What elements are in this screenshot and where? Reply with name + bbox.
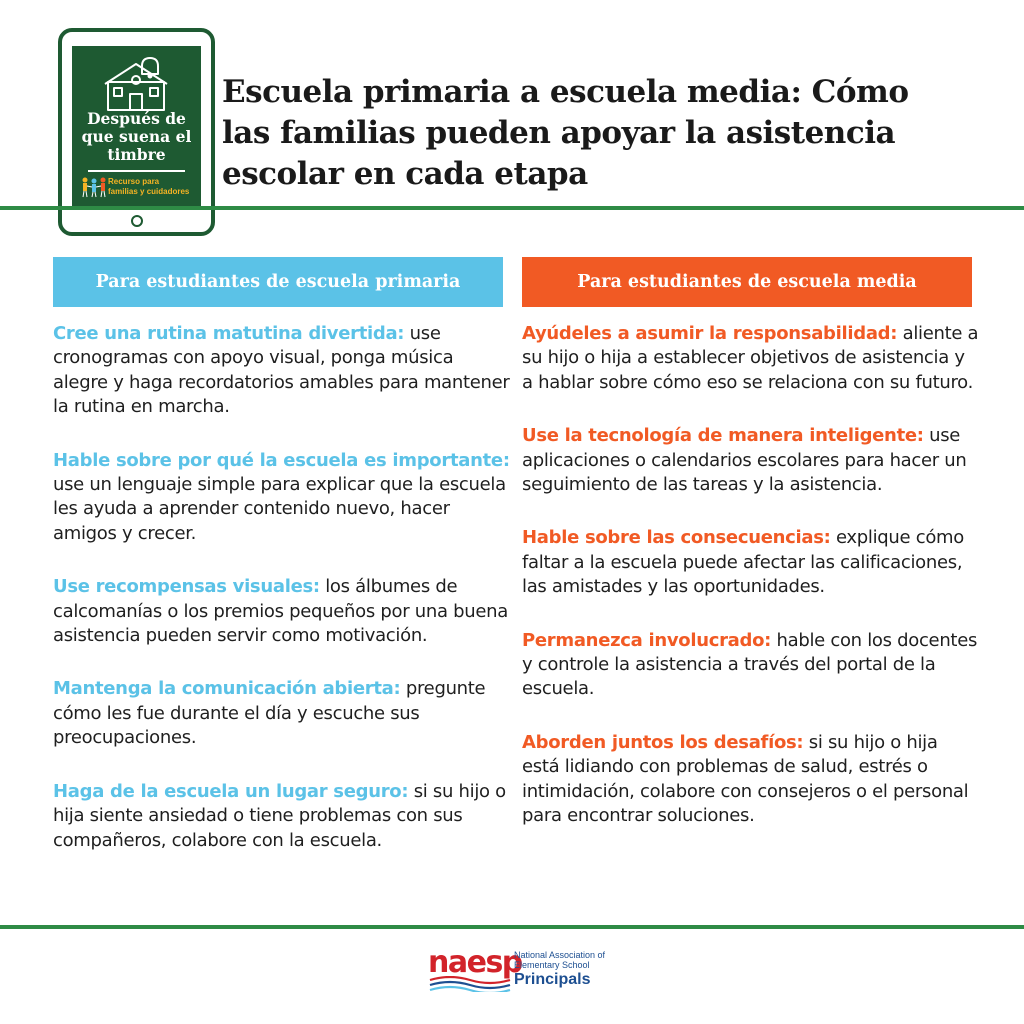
tip-item (53, 677, 511, 750)
tip-text: hable con los docentes y controle la asistencia a través del portal de la escuela. (522, 629, 978, 700)
tip-text: pregunte cómo les fue durante el día y escuche sus preocupaciones. (53, 678, 486, 749)
badge-subtitle-line: Recurso para (108, 177, 160, 186)
tip-text: use un lenguaje simple para explicar que la escuela les ayuda a aprender contenido nuevo, hacer amigos y crecer. (53, 474, 506, 544)
logo-principals: Principals (514, 971, 591, 988)
tip-text: si su hijo o hija está lidiando con problemas de salud, estrés o intimidación, colabore con consejeros o el personal para encontrar soluciones. (522, 731, 969, 827)
logo-waves-icon (428, 976, 512, 992)
tip-item (522, 629, 980, 702)
logo-wordmark: naesp (428, 945, 522, 980)
tip-text: use cronogramas con apoyo visual, ponga música alegre y haga recordatorios amables para mantener la rutina en marcha. (53, 323, 510, 418)
primary-school-tips (53, 322, 511, 882)
badge-title-line: que suena el (81, 127, 192, 146)
tip-item (522, 424, 980, 497)
tip-lead: Haga de la escuela un lugar seguro: (53, 780, 409, 802)
badge-subtitle-line: familias y cuidadores (108, 186, 190, 196)
badge-title-line: timbre (107, 145, 166, 164)
tip-item (53, 449, 511, 547)
tip-lead: Hable sobre por qué la escuela es importante: (53, 449, 510, 471)
tip-lead: Permanezca involucrado: (522, 629, 772, 651)
bottom-divider (0, 925, 1024, 929)
tip-text: aliente a su hijo o hija a establecer objetivos de asistencia y a hablar sobre cómo eso se relaciona con su futuro. (522, 323, 979, 393)
tip-lead: Ayúdeles a asumir la responsabilidad: (522, 323, 898, 344)
tip-text: los álbumes de calcomanías o los premios pequeños por una buena asistencia pueden servir como motivación. (53, 576, 508, 647)
badge-subtitle (108, 177, 189, 196)
tip-item (522, 322, 980, 395)
logo-org-line: Elementary School (514, 960, 590, 970)
badge-screen (72, 46, 201, 210)
logo-org-line: National Association of (514, 950, 606, 960)
badge-title-line: Después de (87, 109, 186, 128)
tip-lead: Use la tecnología de manera inteligente: (522, 425, 924, 447)
tablet-home-button-icon (131, 215, 143, 227)
naesp-logo (428, 946, 628, 994)
tablet-badge (58, 28, 215, 236)
tip-item (522, 526, 980, 599)
tip-item (53, 575, 511, 648)
tip-text: use aplicaciones o calendarios escolares para hacer un seguimiento de las tareas y la asistencia. (522, 425, 967, 496)
tip-lead: Cree una rutina matutina divertida: (53, 323, 405, 344)
children-holding-hands-icon (80, 176, 108, 198)
tip-text: si su hijo o hija siente ansiedad o tiene problemas con sus compañeros, colabore con la escuela. (53, 780, 506, 851)
page-title: Escuela primaria a escuela media: Cómo las familias pueden apoyar la asistencia escolar en cada etapa (222, 74, 909, 192)
badge-title (76, 110, 197, 164)
middle-school-tips (522, 322, 980, 858)
tip-text: explique cómo faltar a la escuela puede afectar las calificaciones, las amistades y las oportunidades. (522, 527, 964, 598)
tip-lead: Use recompensas visuales: (53, 576, 320, 598)
tip-item (53, 780, 511, 853)
logo-org-name (514, 950, 605, 970)
school-building-icon (102, 56, 170, 112)
badge-divider (88, 170, 185, 172)
tip-item (53, 322, 511, 420)
middle-school-header: Para estudiantes de escuela media (522, 257, 972, 307)
top-divider (0, 206, 1024, 210)
tip-lead: Aborden juntos los desafíos: (522, 731, 804, 753)
tip-lead: Hable sobre las consecuencias: (522, 527, 831, 549)
tip-lead: Mantenga la comunicación abierta: (53, 678, 401, 700)
primary-school-header: Para estudiantes de escuela primaria (53, 257, 503, 307)
tip-item (522, 731, 980, 829)
